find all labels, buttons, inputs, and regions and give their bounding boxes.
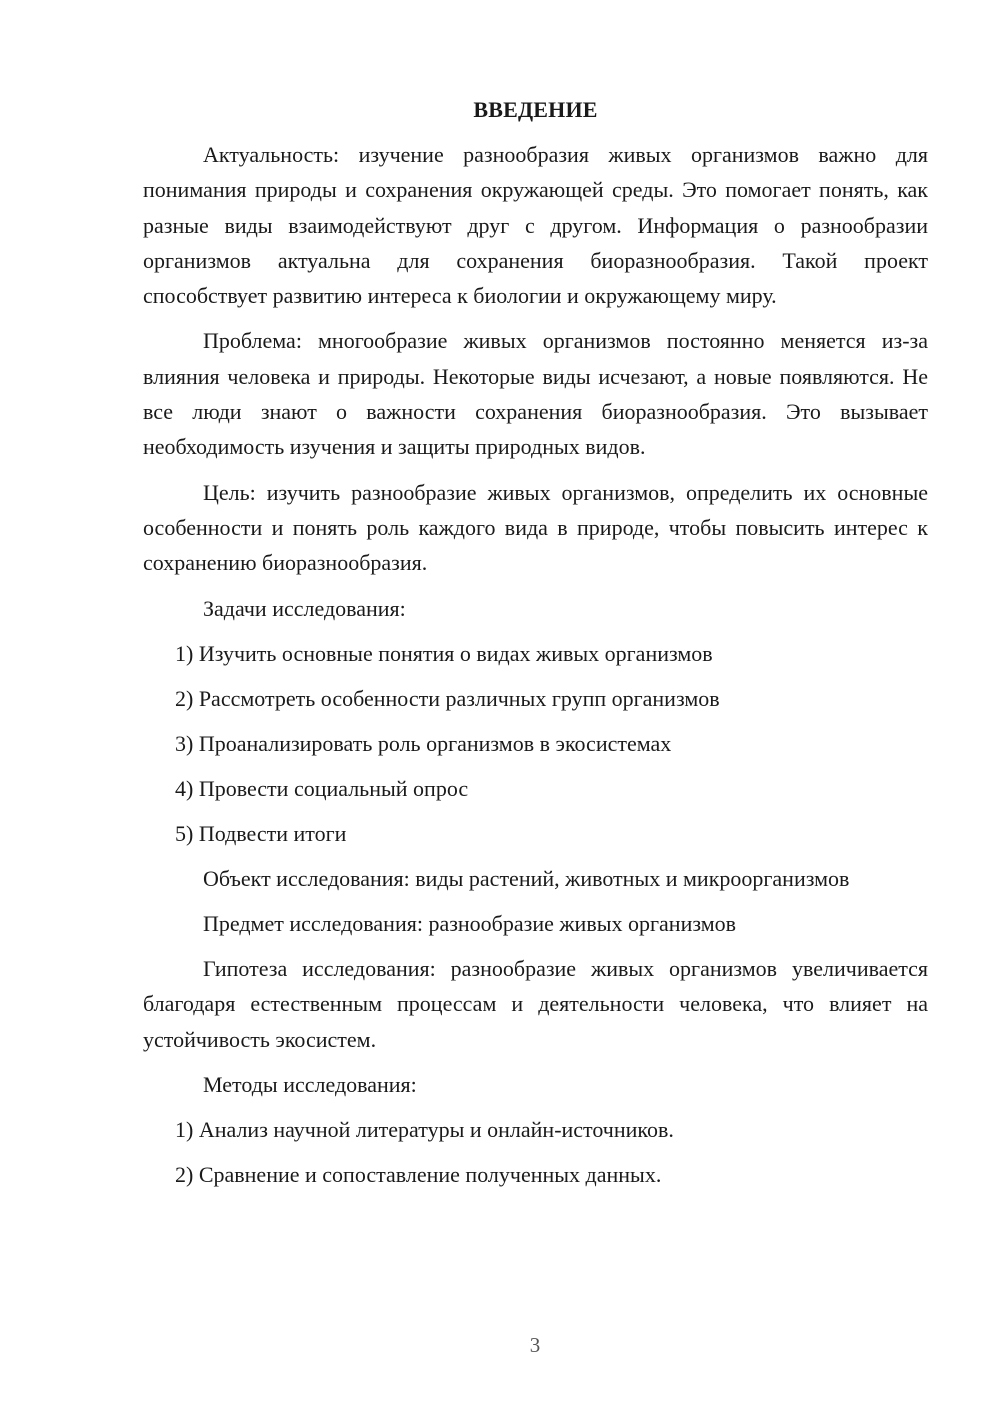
hypothesis-paragraph: Гипотеза исследования: разнообразие живых организмов увеличивается благодаря естественным процессам и деятельности человека, что влияет на устойчивость экосистем. [143,956,928,1052]
problem-paragraph: Проблема: многообразие живых организмов постоянно меняется из-за влияния человека и природы. Некоторые виды исчезают, а новые появляются. Не все люди знают о важности сохранения биоразнообразия. Это вызывает необходимость изучения и защиты природных видов. [143,328,928,460]
task-item: 1) Изучить основные понятия о видах живых организмов [175,640,713,666]
object-paragraph: Объект исследования: виды растений, животных и микроорганизмов [203,865,850,891]
task-item: 4) Провести социальный опрос [175,775,469,801]
goal-paragraph: Цель: изучить разнообразие живых организмов, определить их основные особенности и понять роль каждого вида в природе, чтобы повысить интерес к сохранению биоразнообразия. [143,479,928,576]
document-page [143,92,928,1192]
task-item: 2) Рассмотреть особенности различных групп организмов [175,685,720,711]
section-heading: ВВЕДЕНИЕ [473,97,598,122]
relevance-paragraph: Актуальность: изучение разнообразия живых организмов важно для понимания природы и сохранения окружающей среды. Это помогает понять, как разные виды взаимодействуют друг с другом. Информация о разнообразии организмов актуальна для сохранения биоразнообразия. Такой проект способствует развитию интереса к биологии и окружающему миру. [143,142,928,309]
methods-heading: Методы исследования: [203,1072,417,1098]
method-item: 1) Анализ научной литературы и онлайн-источников. [175,1117,674,1143]
method-item: 2) Сравнение и сопоставление полученных данных. [175,1162,662,1188]
subject-paragraph: Предмет исследования: разнообразие живых организмов [203,910,737,936]
tasks-heading: Задачи исследования: [203,595,406,621]
task-item: 3) Проанализировать роль организмов в экосистемах [175,730,672,756]
task-item: 5) Подвести итоги [175,820,347,846]
page-number: 3 [529,1333,541,1357]
